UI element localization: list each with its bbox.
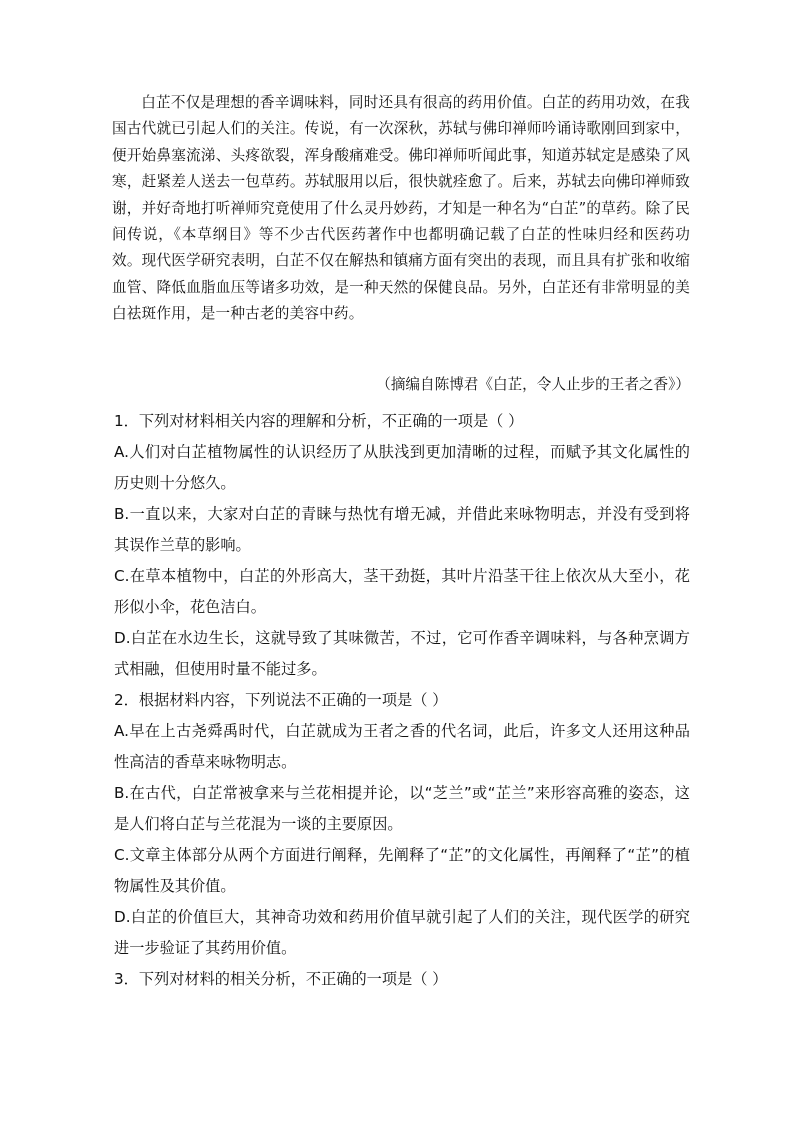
option-b: B.在古代，白芷常被拿来与兰花相提并论，以“芝兰”或“芷兰”来形容高雅的姿态，这是人们将白芷与兰花混为一谈的主要原因。 [114, 784, 690, 833]
question-stem: 3．下列对材料的相关分析，不正确的一项是（ ） [114, 970, 448, 988]
option-c: C.在草本植物中，白芷的外形高大，茎干劲挺，其叶片沿茎干往上依次从大至小，花形似小伞，花色洁白。 [114, 567, 690, 616]
passage-paragraph: 白芷不仅是理想的香辛调味料，同时还具有很高的药用价值。白芷的药用功效，在我国古代就已引起人们的关注。传说，有一次深秋，苏轼与佛印禅师吟诵诗歌刚回到家中，便开始鼻塞流涕、头疼欲裂，浑身酸痛难受。佛印禅师听闻此事，知道苏轼定是感染了风寒，赶紧差人送去一包草药。苏轼服用以后，很快就痊愈了。后来，苏轼去向佛印禅师致谢，并好奇地打听禅师究竟使用了什么灵丹妙药，才知是一种名为“白芷”的草药。除了民间传说，《本草纲目》等不少古代医药著作中也都明确记载了白芷的性味归经和医药功效。现代医学研究表明，白芷不仅在解热和镇痛方面有突出的表现，而且具有扩张和收缩血管、降低血脂血压等诸多功效，是一种天然的保健良品。另外，白芷还有非常明显的美白祛斑作用，是一种古老的美容中药。 [112, 94, 690, 323]
question-stem: 1．下列对材料相关内容的理解和分析，不正确的一项是（ ） [114, 412, 524, 430]
passage-source: （摘编自陈博君《白芷，令人止步的王者之香》） [376, 376, 690, 393]
question-stem: 2．根据材料内容，下列说法不正确的一项是（ ） [114, 691, 448, 709]
question-1 [114, 406, 690, 685]
question-3 [114, 964, 690, 995]
question-2 [114, 685, 690, 964]
option-b: B.一直以来，大家对白芷的青睐与热忱有增无减，并借此来咏物明志，并没有受到将其误作兰草的影响。 [114, 505, 690, 554]
option-c: C.文章主体部分从两个方面进行阐释，先阐释了“芷”的文化属性，再阐释了“芷”的植物属性及其价值。 [114, 846, 690, 895]
option-a: A.人们对白芷植物属性的认识经历了从肤浅到更加清晰的过程，而赋予其文化属性的历史则十分悠久。 [114, 443, 690, 492]
option-d: D.白芷的价值巨大，其神奇功效和药用价值早就引起了人们的关注，现代医学的研究进一步验证了其药用价值。 [114, 908, 690, 957]
question-list [114, 406, 690, 995]
option-d: D.白芷在水边生长，这就导致了其味微苦，不过，它可作香辛调味料，与各种烹调方式相融，但使用时量不能过多。 [114, 629, 690, 678]
option-a: A.早在上古尧舜禹时代，白芷就成为王者之香的代名词，此后，许多文人还用这种品性高洁的香草来咏物明志。 [114, 722, 690, 771]
